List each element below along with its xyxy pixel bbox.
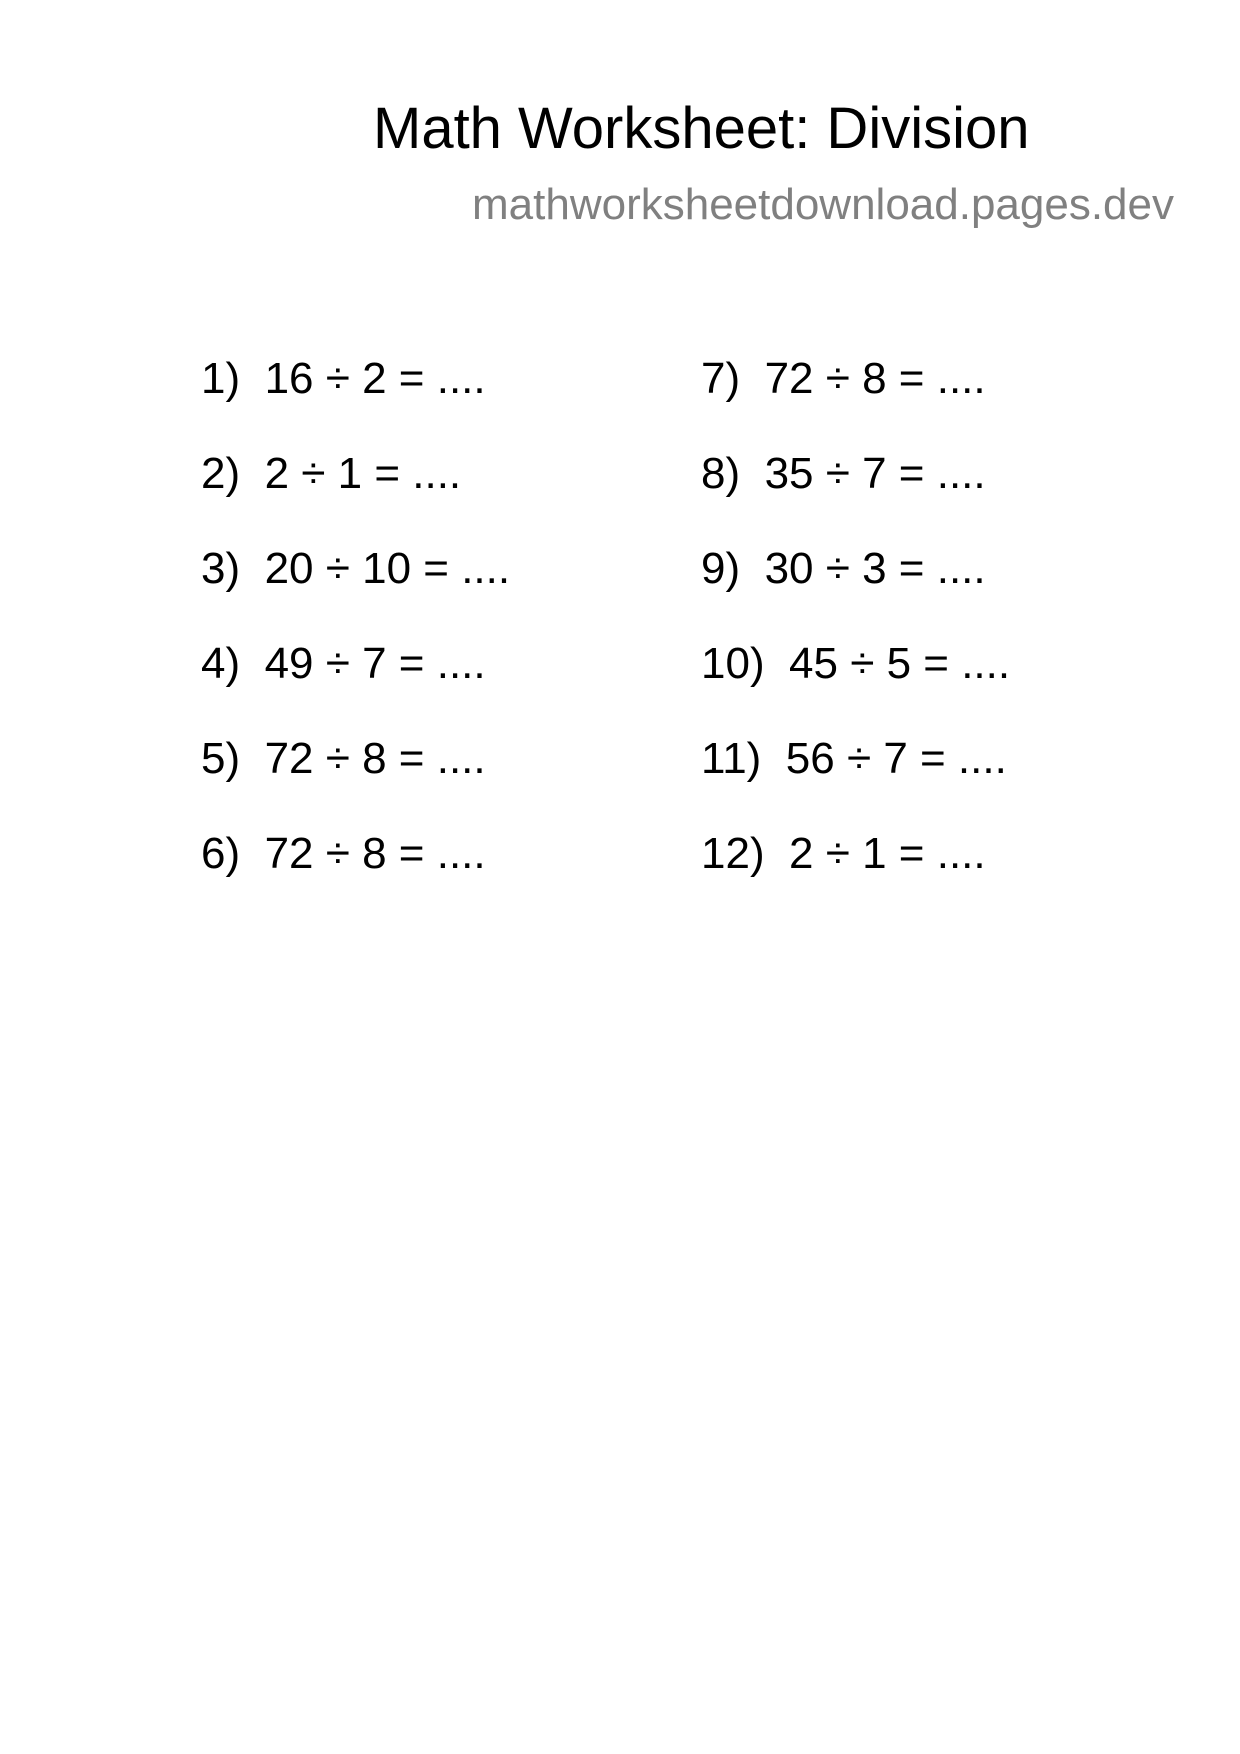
problem-8: 8) 35 ÷ 7 = .... (701, 449, 986, 498)
problem-10: 10) 45 ÷ 5 = .... (701, 639, 1011, 688)
page-title: Math Worksheet: Division (373, 96, 1030, 161)
problem-12: 12) 2 ÷ 1 = .... (701, 829, 986, 878)
problem-11: 11) 56 ÷ 7 = .... (701, 734, 1007, 783)
problem-3: 3) 20 ÷ 10 = .... (201, 544, 511, 593)
problem-6: 6) 72 ÷ 8 = .... (201, 829, 486, 878)
problem-7: 7) 72 ÷ 8 = .... (701, 354, 986, 403)
problem-1: 1) 16 ÷ 2 = .... (201, 354, 486, 403)
problem-2: 2) 2 ÷ 1 = .... (201, 449, 462, 498)
problem-5: 5) 72 ÷ 8 = .... (201, 734, 486, 783)
problem-4: 4) 49 ÷ 7 = .... (201, 639, 486, 688)
site-url: mathworksheetdownload.pages.dev (472, 180, 1175, 229)
problem-9: 9) 30 ÷ 3 = .... (701, 544, 986, 593)
